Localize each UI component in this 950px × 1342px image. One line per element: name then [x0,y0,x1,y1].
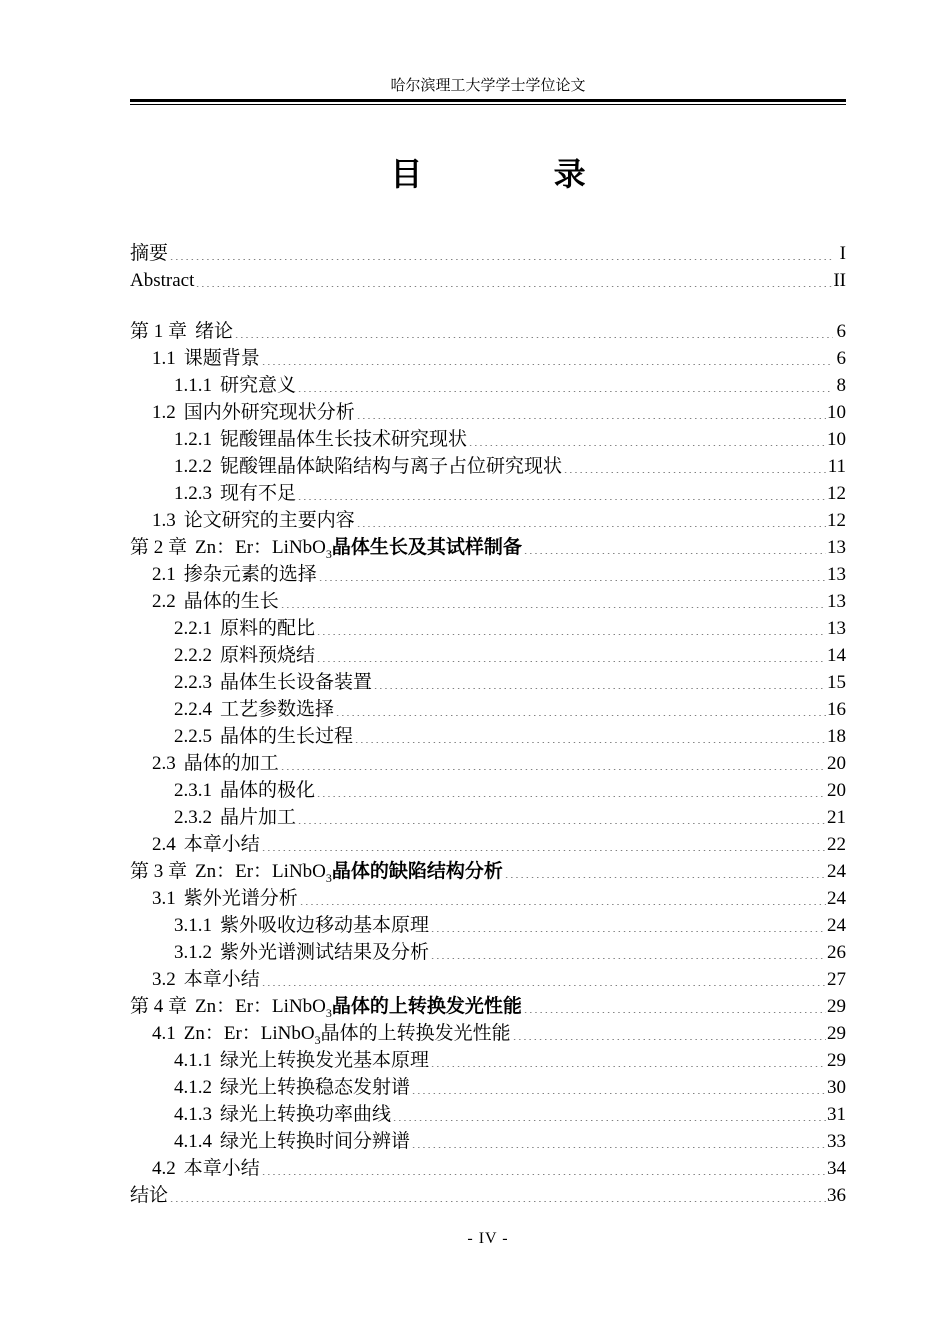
dot-leader [169,259,833,260]
toc-entry-label: 课题背景 [183,348,260,369]
toc-page-number: 36 [827,1185,846,1206]
dot-leader [195,286,832,287]
toc-page-number: 13 [827,564,846,585]
toc-entry-label: 现有不足 [220,483,297,504]
dot-leader [430,958,826,959]
toc-entry-label: 晶体生长设备装置 [220,672,373,693]
toc-entry-label-part: 晶体的上转换发光性能 [320,1023,511,1044]
toc-entry-label: 铌酸锂晶体缺陷结构与离子占位研究现状 [220,456,563,477]
toc-entry-label: 铌酸锂晶体生长技术研究现状 [220,429,468,450]
toc-page-number: 13 [827,618,846,639]
toc-entry-number: 3.1 [152,888,176,909]
toc-entry-title [130,1182,168,1209]
toc-entry-title [174,1074,410,1101]
toc-subsection-entry[interactable] [130,1128,846,1155]
toc-entry-number: 4.1 [152,1023,176,1044]
toc-entry-number: 1.2.1 [174,429,212,450]
toc-entry-title [174,669,372,696]
subscript: 3 [325,546,332,561]
toc-entry-label: 掺杂元素的选择 [183,564,317,585]
dot-leader [261,1174,826,1175]
toc-entry-label: 紫外光谱测试结果及分析 [220,942,430,963]
toc-page-number: 27 [827,969,846,990]
page-footer: - IV - [467,1230,509,1247]
toc-chapter-entry[interactable] [130,858,846,885]
toc-subsection-entry[interactable] [130,669,846,696]
toc-entry-title [174,372,296,399]
toc-subsection-entry[interactable] [130,804,846,831]
toc-entry-title [152,507,355,534]
toc-entry-title [174,1047,429,1074]
toc-page-number: 24 [827,861,846,882]
dot-leader [318,580,826,581]
dot-leader [316,796,826,797]
toc-entry-title [152,831,260,858]
toc-entry-number: 3.1.1 [174,915,212,936]
toc-page-number: 29 [827,1023,846,1044]
toc-subsection-entry[interactable] [130,723,846,750]
page-header: 哈尔滨理工大学学士学位论文 [390,78,586,94]
header-rule-thin [130,104,846,105]
toc-entry-number: 1.2.2 [174,456,212,477]
dot-leader [297,499,826,500]
dot-leader [411,1147,826,1148]
toc-entry-title [130,267,194,294]
dot-leader [261,850,826,851]
toc-entry-title [174,480,296,507]
toc-entry-label: 绿光上转换稳态发射谱 [220,1077,411,1098]
toc-entry-label-part: Zn：Er：LiNbO [195,861,326,882]
toc-section-entry[interactable] [130,345,846,372]
toc-entry-label: 晶体的加工 [183,753,279,774]
toc-entry-number: 1.1 [152,348,176,369]
dot-leader [169,1201,826,1202]
toc-subsection-entry[interactable] [130,615,846,642]
toc-entry-label: 紫外吸收边移动基本原理 [220,915,430,936]
toc-subsection-entry[interactable] [130,1101,846,1128]
toc-section-entry[interactable] [130,507,846,534]
toc-entry-title [174,696,334,723]
toc-entry-title [130,240,168,267]
toc-subsection-entry[interactable] [130,1074,846,1101]
toc-entry-label: 晶体的生长过程 [220,726,354,747]
dot-leader [280,769,826,770]
dot-leader [297,823,826,824]
toc-section-entry[interactable] [130,1020,846,1047]
toc-entry-title [174,804,296,831]
toc-section-entry[interactable] [130,831,846,858]
subscript: 3 [314,1032,321,1047]
toc-title: 目 录 [390,155,646,193]
toc-page-number: 16 [827,699,846,720]
toc-entry-label: 绿光上转换时间分辨谱 [220,1131,411,1152]
toc-entry-number: 2.2.2 [174,645,212,666]
toc-page-number: 29 [827,1050,846,1071]
toc-entry-title [174,912,429,939]
toc-entry-label-part: Zn：Er：LiNbO [195,537,326,558]
toc-page-number: 12 [827,483,846,504]
toc-entry-label: 晶体的极化 [220,780,316,801]
toc-entry-title [152,345,260,372]
toc-page-number: 10 [827,429,846,450]
toc-entry-title [174,1128,410,1155]
toc-entry-number: 2.3.2 [174,807,212,828]
toc-entry-number: 2.2.1 [174,618,212,639]
subscript: 3 [325,1005,332,1020]
toc-entry-title [174,453,562,480]
toc-entry-number: 3.1.2 [174,942,212,963]
toc-entry-label: 紫外光谱分析 [183,888,298,909]
toc-entry-title [152,399,355,426]
toc-entry-number: 1.2 [152,402,176,423]
toc-page-number: 6 [836,348,846,369]
toc-entry-number: 2.4 [152,834,176,855]
toc-chapter-entry[interactable] [130,534,846,561]
toc-entry-title [152,588,279,615]
toc-chapter-entry[interactable] [130,318,846,345]
toc-page-number: 31 [827,1104,846,1125]
toc-chapter-entry[interactable] [130,993,846,1020]
dot-leader [297,391,833,392]
toc-page-number: 13 [827,591,846,612]
dot-leader [316,661,826,662]
dot-leader [373,688,826,689]
toc-subsection-entry[interactable] [130,426,846,453]
toc-subsection-entry[interactable] [130,372,846,399]
toc-page-number: 15 [827,672,846,693]
dot-leader [299,904,826,905]
toc-section-entry[interactable] [130,966,846,993]
toc-page-number: 33 [827,1131,846,1152]
toc-chapter-entry[interactable] [130,267,846,294]
toc-subsection-entry[interactable] [130,696,846,723]
toc-entry-number: 2.3.1 [174,780,212,801]
toc-entry-number: 1.3 [152,510,176,531]
toc-subsection-entry[interactable] [130,642,846,669]
toc-entry-number: 2.2.4 [174,699,212,720]
toc-entry-label: 绿光上转换功率曲线 [220,1104,392,1125]
toc-entry-number: 1.2.3 [174,483,212,504]
dot-leader [261,985,826,986]
toc-subsection-entry[interactable] [130,939,846,966]
toc-entry-title [152,885,298,912]
dot-leader [392,1120,826,1121]
toc-entry-label-part: 晶体生长及其试样制备 [331,536,522,558]
toc-entry-title [174,1101,391,1128]
toc-entry-title [152,966,260,993]
toc-entry-label-part: 晶体的上转换发光性能 [331,995,522,1017]
toc-entry-number: 第 2 章 [130,537,188,558]
dot-leader [335,715,826,716]
dot-leader [234,337,833,338]
dot-leader [504,877,826,878]
dot-leader [354,742,826,743]
toc-page-number: 13 [827,537,846,558]
toc-section-entry[interactable] [130,399,846,426]
toc-entry-title [152,750,279,777]
toc-entry-label-part: Zn：Er：LiNbO [195,996,326,1017]
toc-page-number: 8 [836,375,846,396]
toc-page-number: 22 [827,834,846,855]
toc-entry-label: 晶体的生长 [183,591,279,612]
toc-page-number: 34 [827,1158,846,1179]
subscript: 3 [325,870,332,885]
toc-entry-label: 研究意义 [220,375,297,396]
toc-section-entry[interactable] [130,750,846,777]
toc-page-number: I [839,243,846,264]
toc-entry-label: 论文研究的主要内容 [183,510,355,531]
toc-entry-label: 晶片加工 [220,807,297,828]
dot-leader [430,1066,826,1067]
dot-leader [356,418,826,419]
toc-page-number: 20 [827,753,846,774]
toc-page-number: 6 [836,321,846,342]
toc-page-number: 30 [827,1077,846,1098]
dot-leader [563,472,827,473]
dot-leader [316,634,826,635]
toc-entry-label: 本章小结 [183,1158,260,1179]
toc-entry-number: 第 3 章 [130,861,188,882]
toc-entry-label: 绿光上转换发光基本原理 [220,1050,430,1071]
toc-entry-title [152,561,317,588]
toc-entry-number: 2.2 [152,591,176,612]
toc-chapter-entry[interactable] [130,1182,846,1209]
toc-subsection-entry[interactable] [130,480,846,507]
toc-page-number: 24 [827,888,846,909]
toc-page-number: 18 [827,726,846,747]
toc-entry-number: 第 1 章 [130,321,188,342]
toc-entry-title [174,642,315,669]
toc-subsection-entry[interactable] [130,453,846,480]
toc-entry-number: 第 4 章 [130,996,188,1017]
toc-entry-label: 本章小结 [183,834,260,855]
toc-entry-title [152,1155,260,1182]
toc-entry-label: 绪论 [195,321,234,342]
dot-leader [523,553,826,554]
toc-entry-number: 4.1.1 [174,1050,212,1071]
toc-entry-number: 4.1.2 [174,1077,212,1098]
toc-page-number: II [833,270,846,291]
toc-entry-number: 3.2 [152,969,176,990]
toc-page-number: 26 [827,942,846,963]
dot-leader [430,931,826,932]
toc-page-number: 21 [827,807,846,828]
toc-page-number: 29 [827,996,846,1017]
dot-leader [523,1012,826,1013]
dot-leader [356,526,826,527]
toc-section-entry[interactable] [130,1155,846,1182]
toc-subsection-entry[interactable] [130,777,846,804]
toc-entry-title [174,615,315,642]
toc-entry-title [174,723,353,750]
toc-entry-number: 2.1 [152,564,176,585]
toc-page-number: 10 [827,402,846,423]
toc-entry-number: 2.2.5 [174,726,212,747]
toc-entry-label: 结论 [130,1185,169,1206]
toc-entry-label: 摘要 [130,243,169,264]
dot-leader [280,607,826,608]
toc-entry-label: 原料预烧结 [220,645,316,666]
toc-chapter-entry[interactable] [130,240,846,267]
toc-entry-title [174,939,429,966]
toc-page-number: 12 [827,510,846,531]
dot-leader [468,445,826,446]
dot-leader [411,1093,826,1094]
toc-section-entry[interactable] [130,588,846,615]
toc-subsection-entry[interactable] [130,912,846,939]
toc-entry-number: 4.1.3 [174,1104,212,1125]
dot-leader [261,364,833,365]
toc-entry-title [130,318,233,345]
toc-entry-title [174,777,315,804]
toc-page-number: 14 [827,645,846,666]
table-of-contents [130,240,846,1209]
dot-leader [512,1039,826,1040]
toc-entry-title [174,426,467,453]
toc-entry-number: 1.1.1 [174,375,212,396]
toc-entry-label: Abstract [130,270,195,291]
toc-entry-label: 国内外研究现状分析 [183,402,355,423]
toc-page-number: 20 [827,780,846,801]
toc-page-number: 24 [827,915,846,936]
toc-entry-label-part: Zn：Er：LiNbO [183,1023,315,1044]
toc-entry-label: 本章小结 [183,969,260,990]
toc-entry-label-part: 晶体的缺陷结构分析 [331,860,503,882]
toc-entry-number: 4.1.4 [174,1131,212,1152]
toc-entry-label: 原料的配比 [220,618,316,639]
toc-entry-number: 2.2.3 [174,672,212,693]
header-rule-thick [130,99,846,102]
toc-entry-label: 工艺参数选择 [220,699,335,720]
toc-page-number: 11 [827,456,846,477]
toc-entry-number: 4.2 [152,1158,176,1179]
toc-entry-number: 2.3 [152,753,176,774]
